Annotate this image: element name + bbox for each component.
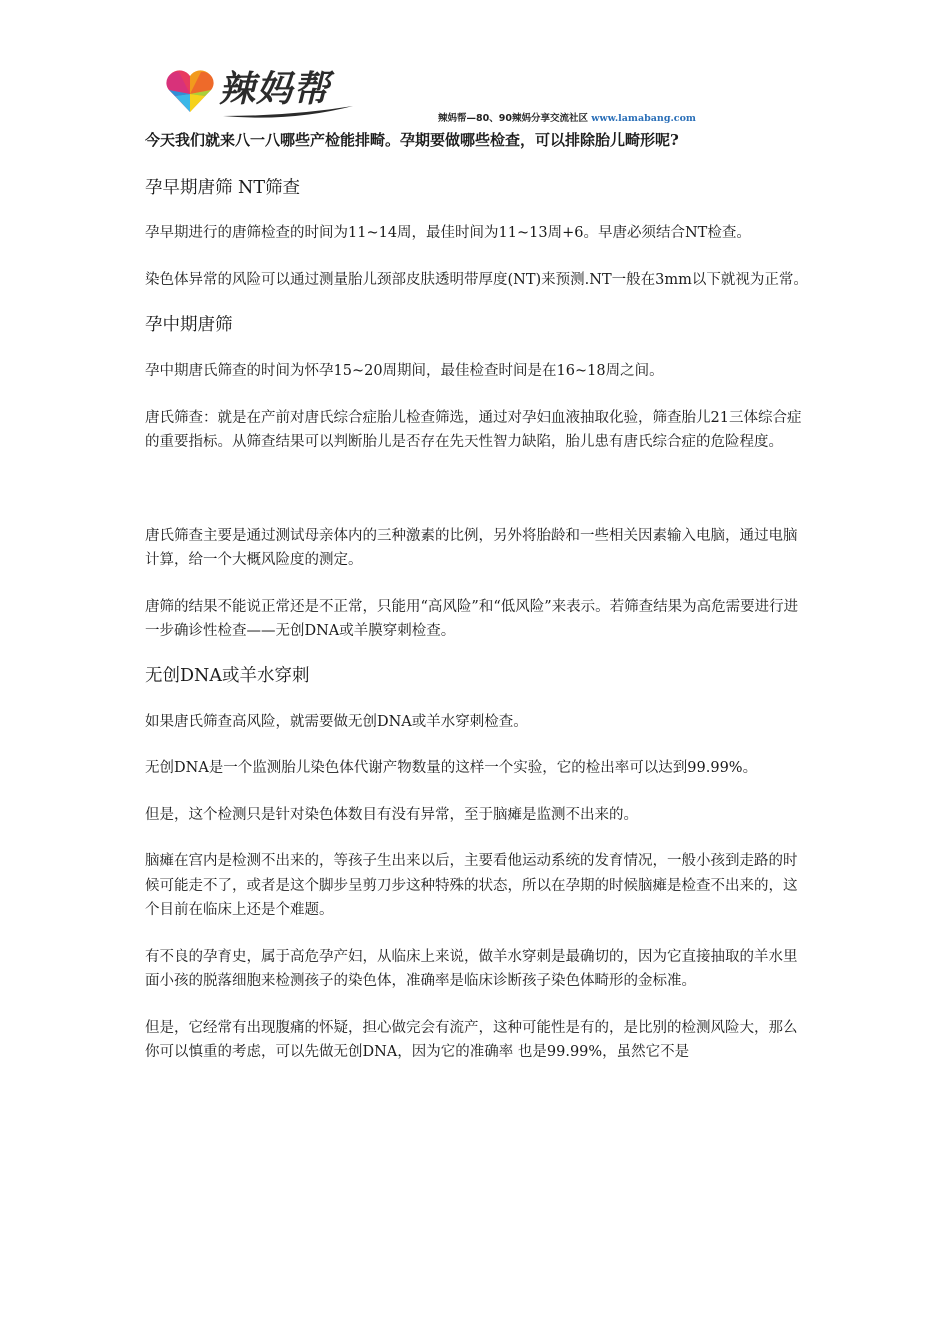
site-tagline bbox=[438, 110, 696, 124]
paragraph: 唐筛的结果不能说正常还是不正常，只能用“高风险”和“低风险”来表示。若筛查结果为高危需要进行进一步确诊性检查——无创DNA或羊膜穿刺检查。 bbox=[145, 598, 799, 639]
section-heading-early-screening: 孕早期唐筛 NT筛查 bbox=[145, 178, 301, 198]
article-body bbox=[145, 128, 810, 1065]
paragraph: 染色体异常的风险可以通过测量胎儿颈部皮肤透明带厚度(NT)来预测.NT一般在3mm以下就视为正常。 bbox=[145, 271, 808, 288]
paragraph: 有不良的孕育史，属于高危孕产妇，从临床上来说，做羊水穿刺是最确切的，因为它直接抽取的羊水里面小孩的脱落细胞来检测孩子的染色体，准确率是临床诊断孩子染色体畸形的金标准。 bbox=[145, 948, 798, 989]
paragraph: 脑瘫在宫内是检测不出来的，等孩子生出来以后，主要看他运动系统的发育情况，一般小孩到走路的时候可能走不了，或者是这个脚步呈剪刀步这种特殊的状态，所以在孕期的时候脑瘫是检查不出来的，这个目前在临床上还是个难题。 bbox=[145, 853, 798, 918]
paragraph: 无创DNA是一个监测胎儿染色体代谢产物数量的这样一个实验，它的检出率可以达到99.99%。 bbox=[145, 760, 758, 776]
section-heading-nipt-amniocentesis: 无创DNA或羊水穿刺 bbox=[145, 665, 310, 686]
article-intro: 今天我们就来八一八哪些产检能排畸。孕期要做哪些检查，可以排除胎儿畸形呢? bbox=[145, 131, 679, 149]
paragraph: 如果唐氏筛查高风险，就需要做无创DNA或羊水穿刺检查。 bbox=[145, 713, 528, 730]
paragraph: 但是，它经常有出现腹痛的怀疑，担心做完会有流产，这种可能性是有的，是比别的检测风险大，那么你可以慎重的考虑，可以先做无创DNA，因为它的准确率 也是99.99%，虽然它不是 bbox=[145, 1019, 798, 1060]
site-url-link[interactable]: www.lamabang.com bbox=[591, 113, 696, 124]
paragraph: 孕早期进行的唐筛检查的时间为11~14周，最佳时间为11~13周+6。早唐必须结合NT检查。 bbox=[145, 225, 751, 241]
heart-logo-icon bbox=[165, 68, 215, 114]
paragraph: 唐氏筛查主要是通过测试母亲体内的三种激素的比例，另外将胎龄和一些相关因素输入电脑，通过电脑计算，给一个大概风险度的测定。 bbox=[145, 527, 798, 568]
paragraph: 唐氏筛查：就是在产前对唐氏综合症胎儿检查筛选，通过对孕妇血液抽取化验，筛查胎儿21三体综合症的重要指标。从筛查结果可以判断胎儿是否存在先天性智力缺陷，胎儿患有唐氏综合症的危险程度。 bbox=[145, 409, 802, 450]
brand-name: 辣妈帮 bbox=[219, 69, 331, 110]
paragraph: 但是，这个检测只是针对染色体数目有没有异常，至于脑瘫是监测不出来的。 bbox=[145, 806, 638, 823]
tagline-text: 辣妈帮—80、90辣妈分享交流社区 bbox=[438, 113, 588, 124]
brand-swoosh-icon bbox=[221, 104, 355, 120]
page-header bbox=[0, 0, 950, 130]
paragraph: 孕中期唐氏筛查的时间为怀孕15~20周期间，最佳检查时间是在16~18周之间。 bbox=[145, 363, 664, 379]
section-heading-mid-screening: 孕中期唐筛 bbox=[145, 315, 233, 335]
lamabang-logo[interactable] bbox=[165, 66, 355, 122]
